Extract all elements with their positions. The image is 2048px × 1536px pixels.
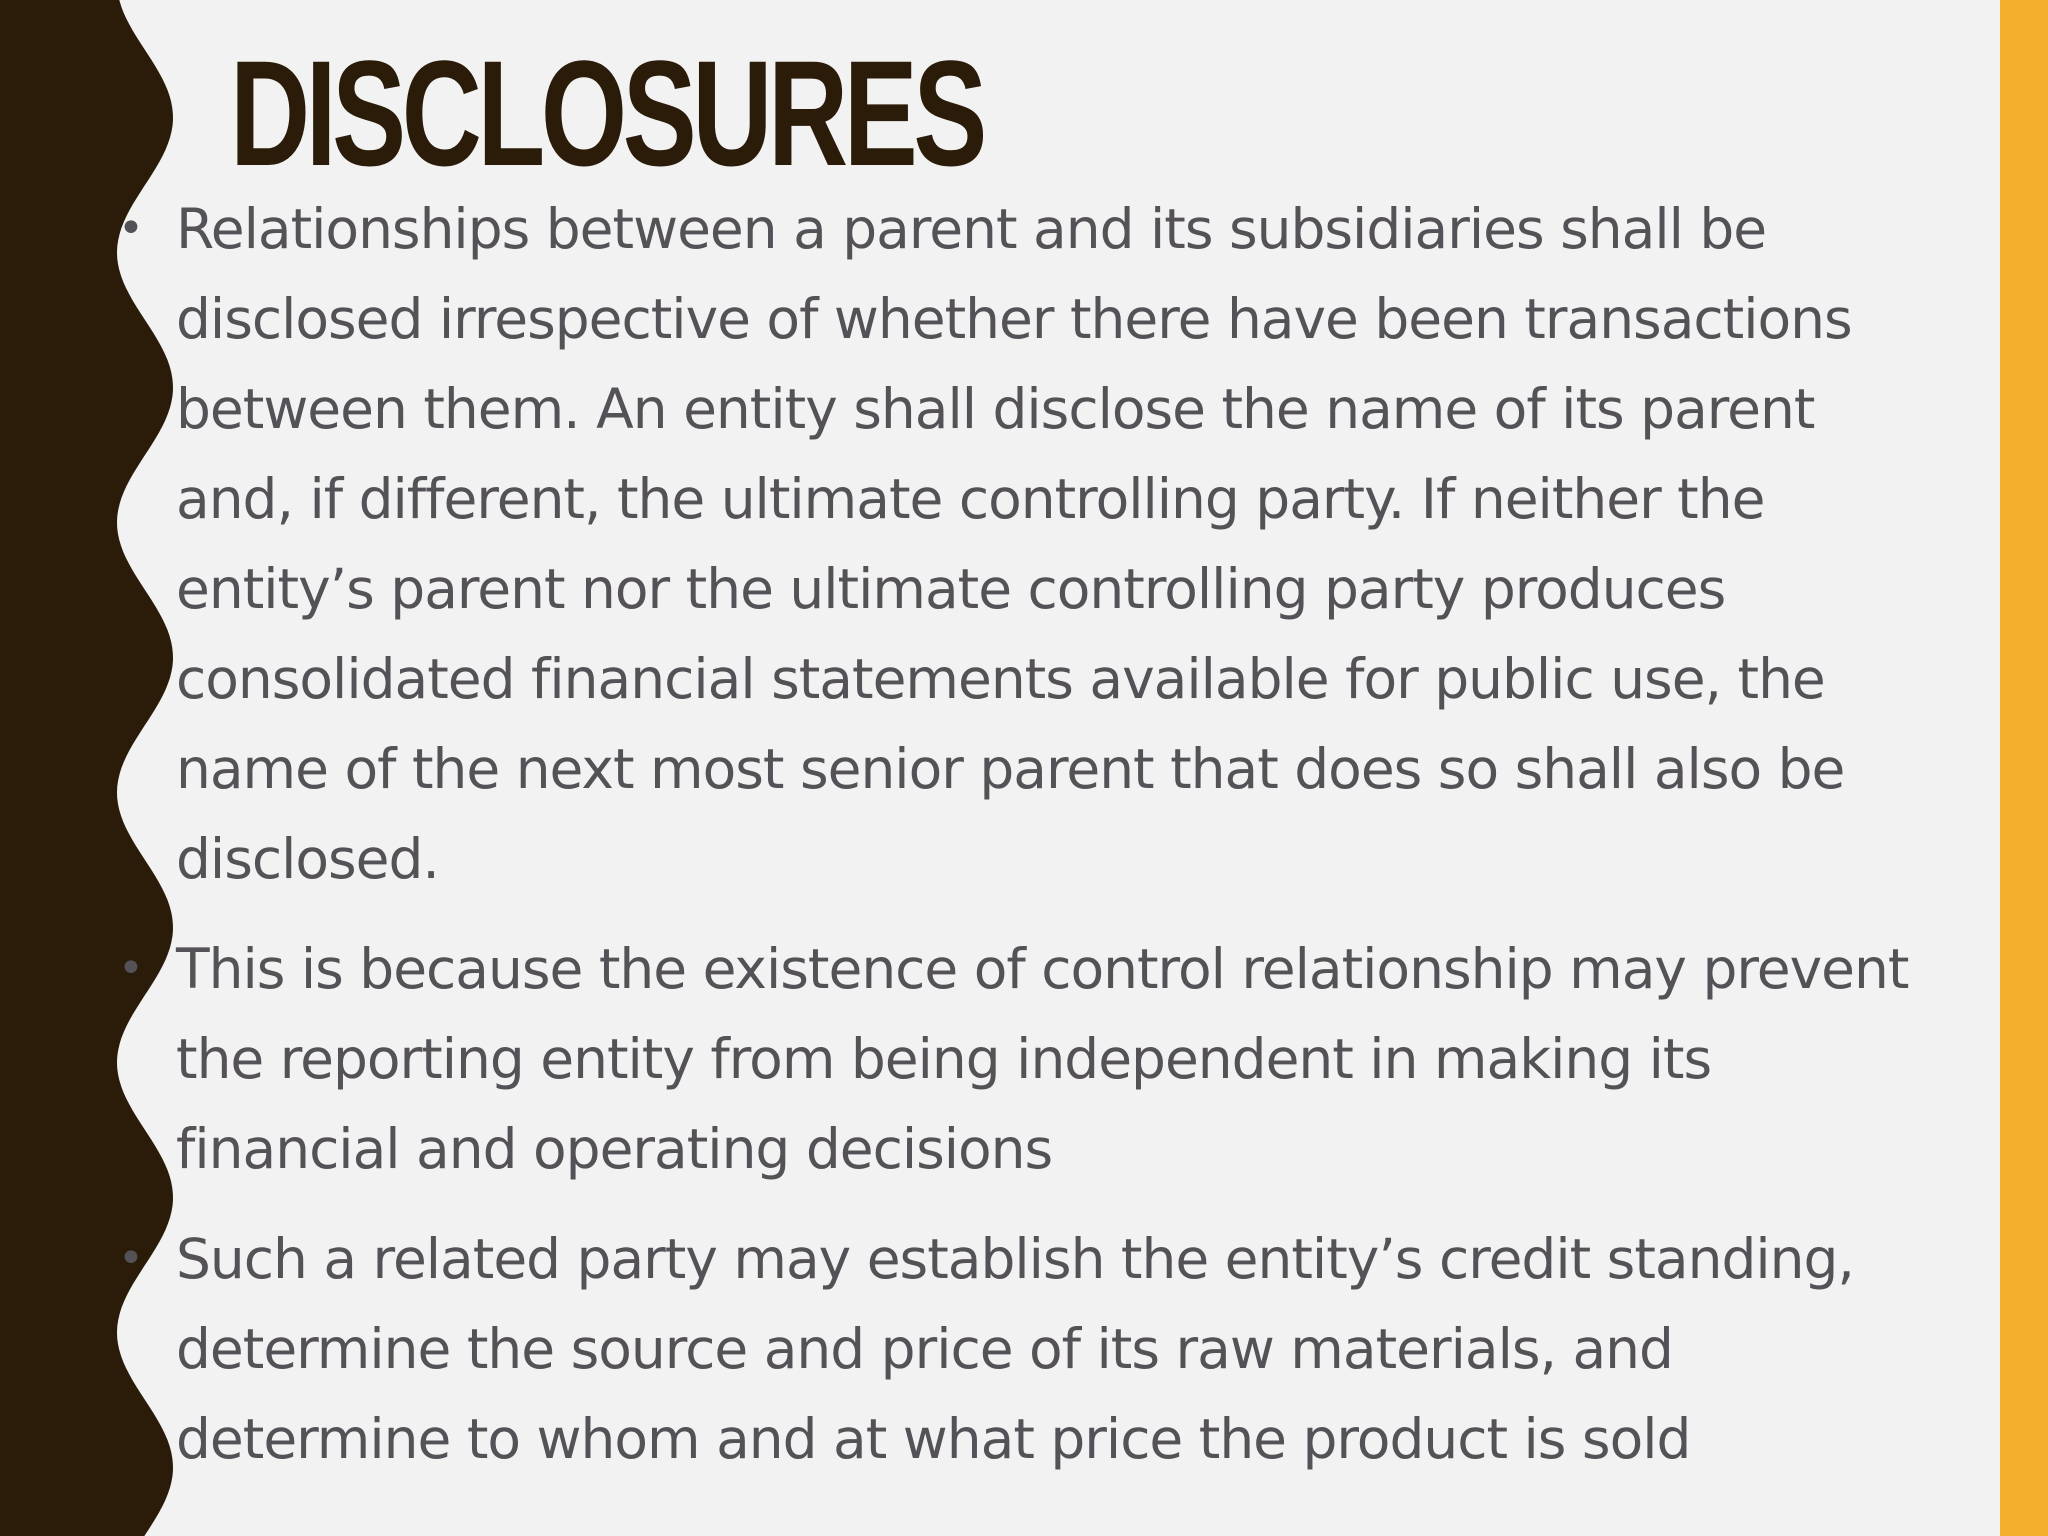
- bullet-marker: •: [118, 203, 144, 254]
- bullet-text: Such a related party may establish the entity’s credit standing, determine the source and price of its raw materials, and determine to whom and at what price the product is sold: [176, 1227, 1854, 1471]
- bullet-item: [118, 924, 1918, 1194]
- accent-bar: [2000, 0, 2048, 1536]
- slide-title: DISCLOSURES: [230, 29, 983, 197]
- bullet-marker: •: [118, 943, 144, 994]
- bullet-item: [118, 1214, 1918, 1484]
- bullet-text: Relationships between a parent and its subsidiaries shall be disclosed irrespective of whether there have been transactions between them. An entity shall disclose the name of its parent and, if different, the ultimate controlling party. If neither the entity’s parent nor the ultimate controlling party produces consolidated financial statements available for public use, the name of the next most senior parent that does so shall also be disclosed.: [176, 197, 1852, 891]
- bullet-text: This is because the existence of control relationship may prevent the reporting entity from being independent in making its financial and operating decisions: [176, 937, 1909, 1181]
- bullet-marker: •: [118, 1233, 144, 1284]
- bullet-list: [118, 184, 1918, 1504]
- bullet-item: [118, 184, 1918, 904]
